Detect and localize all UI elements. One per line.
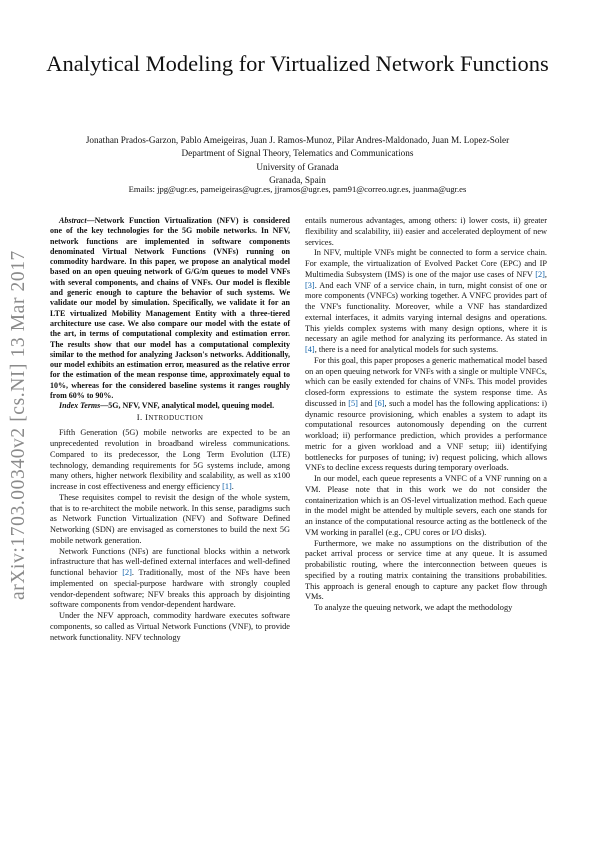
section-title-rest: NTRODUCTION [148, 413, 204, 422]
citation-link[interactable]: [2] [535, 269, 545, 279]
paragraph-text: In NFV, multiple VNFs might be connected to form a service chain. For example, the virtualization of Evolved Packet Core (EPC) and IP Multimedia Subsystem (IMS) is one of the major use cases of NFV [305, 248, 547, 279]
abstract-text: —Network Function Virtualization (NFV) is considered one of the key technologies for the 5G mobile networks. In NFV, network functions are implemented in software components denominated Virtual Network Functions (VNFs) running on commodity hardware. In this paper, we propose an analytical model based on an open queuing network of G/G/m queues to model VNFs with several components, and chains of VNFs. Our model is flexible and generic enough to capture the behavior of such systems. We validate our model by simulation. Specifically, we validate it for an LTE virtualized Mobility Management Entity with a three-tiered architecture use case. We also compare our model with the estate of the art, in terms of computational complexity and estimation error. The results show that our model has a computational complexity similar to the method for analyzing Jackson's networks. Additionally, our model exhibits an estimation error, measured as the relative error for the estimation of the mean response time, approximately equal to 10%, whereas for the considered baseline systems it ranges roughly from 60% to 90%. [50, 216, 290, 401]
queue-model-paragraph: In our model, each queue represents a VNFC of a VNF running on a VM. Please note that in this work we do not consider the containerization which is an OS-level virtualization method. Each queue in the model might be attended by multiple severs, each one stands for an instance of the computational resource acting as the bottleneck of the VM working in parallel (e.g., CPU cores or I/O disks). [305, 474, 547, 537]
affiliation [50, 147, 545, 188]
paragraph-text: and [357, 398, 375, 408]
nfv-chain-paragraph [305, 248, 547, 356]
right-column [305, 216, 547, 614]
affiliation-department: Department of Signal Theory, Telematics and Communications [181, 148, 414, 158]
citation-link[interactable]: [3] [305, 280, 315, 290]
paragraph-text: , [544, 269, 547, 279]
section-number: I. [136, 411, 146, 422]
paragraph-text: , such a model has the following applications: i) dynamic resource provisioning, which enables a system to adapt its computational resources autonomously depending on the current workload; ii) performance prediction, which provides a performance metric for a given workload and a VNF setup; iii) identifying bottlenecks for purposes of tuning; iv) request policing, which allows VNFs to decline excess requests during temporary overloads. [305, 398, 547, 473]
intro-paragraph-3 [50, 547, 290, 612]
paragraph-text: Fifth Generation (5G) mobile networks are expected to be an unprecedented revolution in broadband wireless communications. Compared to its predecessor, the Long Term Evolution (LTE) technology, demanding requirements for 5G systems include, among many others, higher network flexibility and scalability, as well as x100 increase in cost effectiveness and energy efficiency [50, 428, 290, 492]
arxiv-identifier: arXiv:1703.00340v2 [cs.NI] 13 Mar 2017 [8, 250, 29, 600]
paragraph-text: . [231, 482, 234, 492]
abstract [50, 216, 290, 401]
intro-paragraph-4: Under the NFV approach, commodity hardware executes software components, so called as Virtual Network Functions (VNF), to provide network functionality. NFV technology [50, 611, 290, 642]
affiliation-university: University of Granada [256, 161, 339, 172]
paragraph-text: For this goal, this paper proposes a generic mathematical model based on an open queuing network for VNFs with a single or multiple VNFCs, which can be easily extended for chains of VNFs. This model provides closed-form expressions to estimate the system response time. As discussed in [305, 355, 547, 408]
paragraph-continuation: entails numerous advantages, among others: i) lower costs, ii) greater flexibility and scalability, iii) easier and accelerated deployment of new services. [305, 216, 547, 247]
citation-link[interactable]: [5] [348, 398, 358, 408]
intro-paragraph-2: These requisites compel to revisit the design of the whole system, that is to re-architect the mobile network. In this sense, paradigms such as Network Function Virtualization (NFV) and Software Defined Networking (SDN) are envisaged as cornerstones to build the next 5G mobile network generation. [50, 492, 290, 545]
index-terms-text: —5G, NFV, VNF, analytical model, queuing model. [100, 401, 275, 411]
assumptions-paragraph: Furthermore, we make no assumptions on the distribution of the packet arrival process or service time at any queue. It is assumed probabilistic routing, where the interconnection between queues is specified by a routing matrix containing the transitions probabilities. This approach is general enough to capture any packet flow through VMs. [305, 538, 547, 602]
section-heading-introduction [50, 412, 290, 424]
model-goal-paragraph [305, 356, 547, 474]
paper-title: Analytical Modeling for Virtualized Network Functions [46, 51, 549, 76]
paragraph-text: . And each VNF of a service chain, in turn, might consist of one or more components (VNFCs) working together. A VNFC provides part of the VNF's functionality. Moreover, while a VNF has standardized external interfaces, it admits varying internal designs and operations. This yields complex systems with many design options, where it is necessary an agile method for analyzing its performance. As stated in [305, 280, 547, 344]
citation-link[interactable]: [6] [374, 398, 385, 408]
affiliation-location: Granada, Spain [269, 175, 326, 185]
author-list: Jonathan Prados-Garzon, Pablo Ameigeiras, Juan J. Ramos-Munoz, Pilar Andres-Maldonado, Juan M. Lopez-Soler [85, 135, 510, 145]
section-initial: I [145, 411, 149, 422]
paragraph-text: Network Functions (NFs) are functional blocks within a network infrastructure that has well-defined external interfaces and well-defined functional behavior [50, 546, 290, 578]
citation-link[interactable]: [4] [305, 345, 315, 354]
left-column [50, 216, 290, 643]
methodology-paragraph: To analyze the queuing network, we adapt the methodology [314, 603, 513, 612]
paragraph-text: . Traditionally, most of the NFs have been implemented on special-purpose hardware with strongly coupled vendor-dependent software; NFV breaks this approach by disjointing software components from vendor-dependent hardware. [50, 568, 290, 610]
author-emails: Emails: jpg@ugr.es, pameigeiras@ugr.es, jjramos@ugr.es, pam91@correo.ugr.es, juanma@ugr.es [128, 184, 467, 194]
citation-link[interactable]: [2] [122, 568, 132, 578]
paragraph-text: , there is a need for analytical models for such systems. [314, 345, 499, 354]
index-terms-lead: Index Terms [59, 401, 101, 411]
abstract-lead: Abstract [59, 216, 87, 225]
intro-paragraph-1 [50, 428, 290, 493]
citation-link[interactable]: [1] [222, 482, 232, 492]
index-terms [50, 401, 290, 411]
